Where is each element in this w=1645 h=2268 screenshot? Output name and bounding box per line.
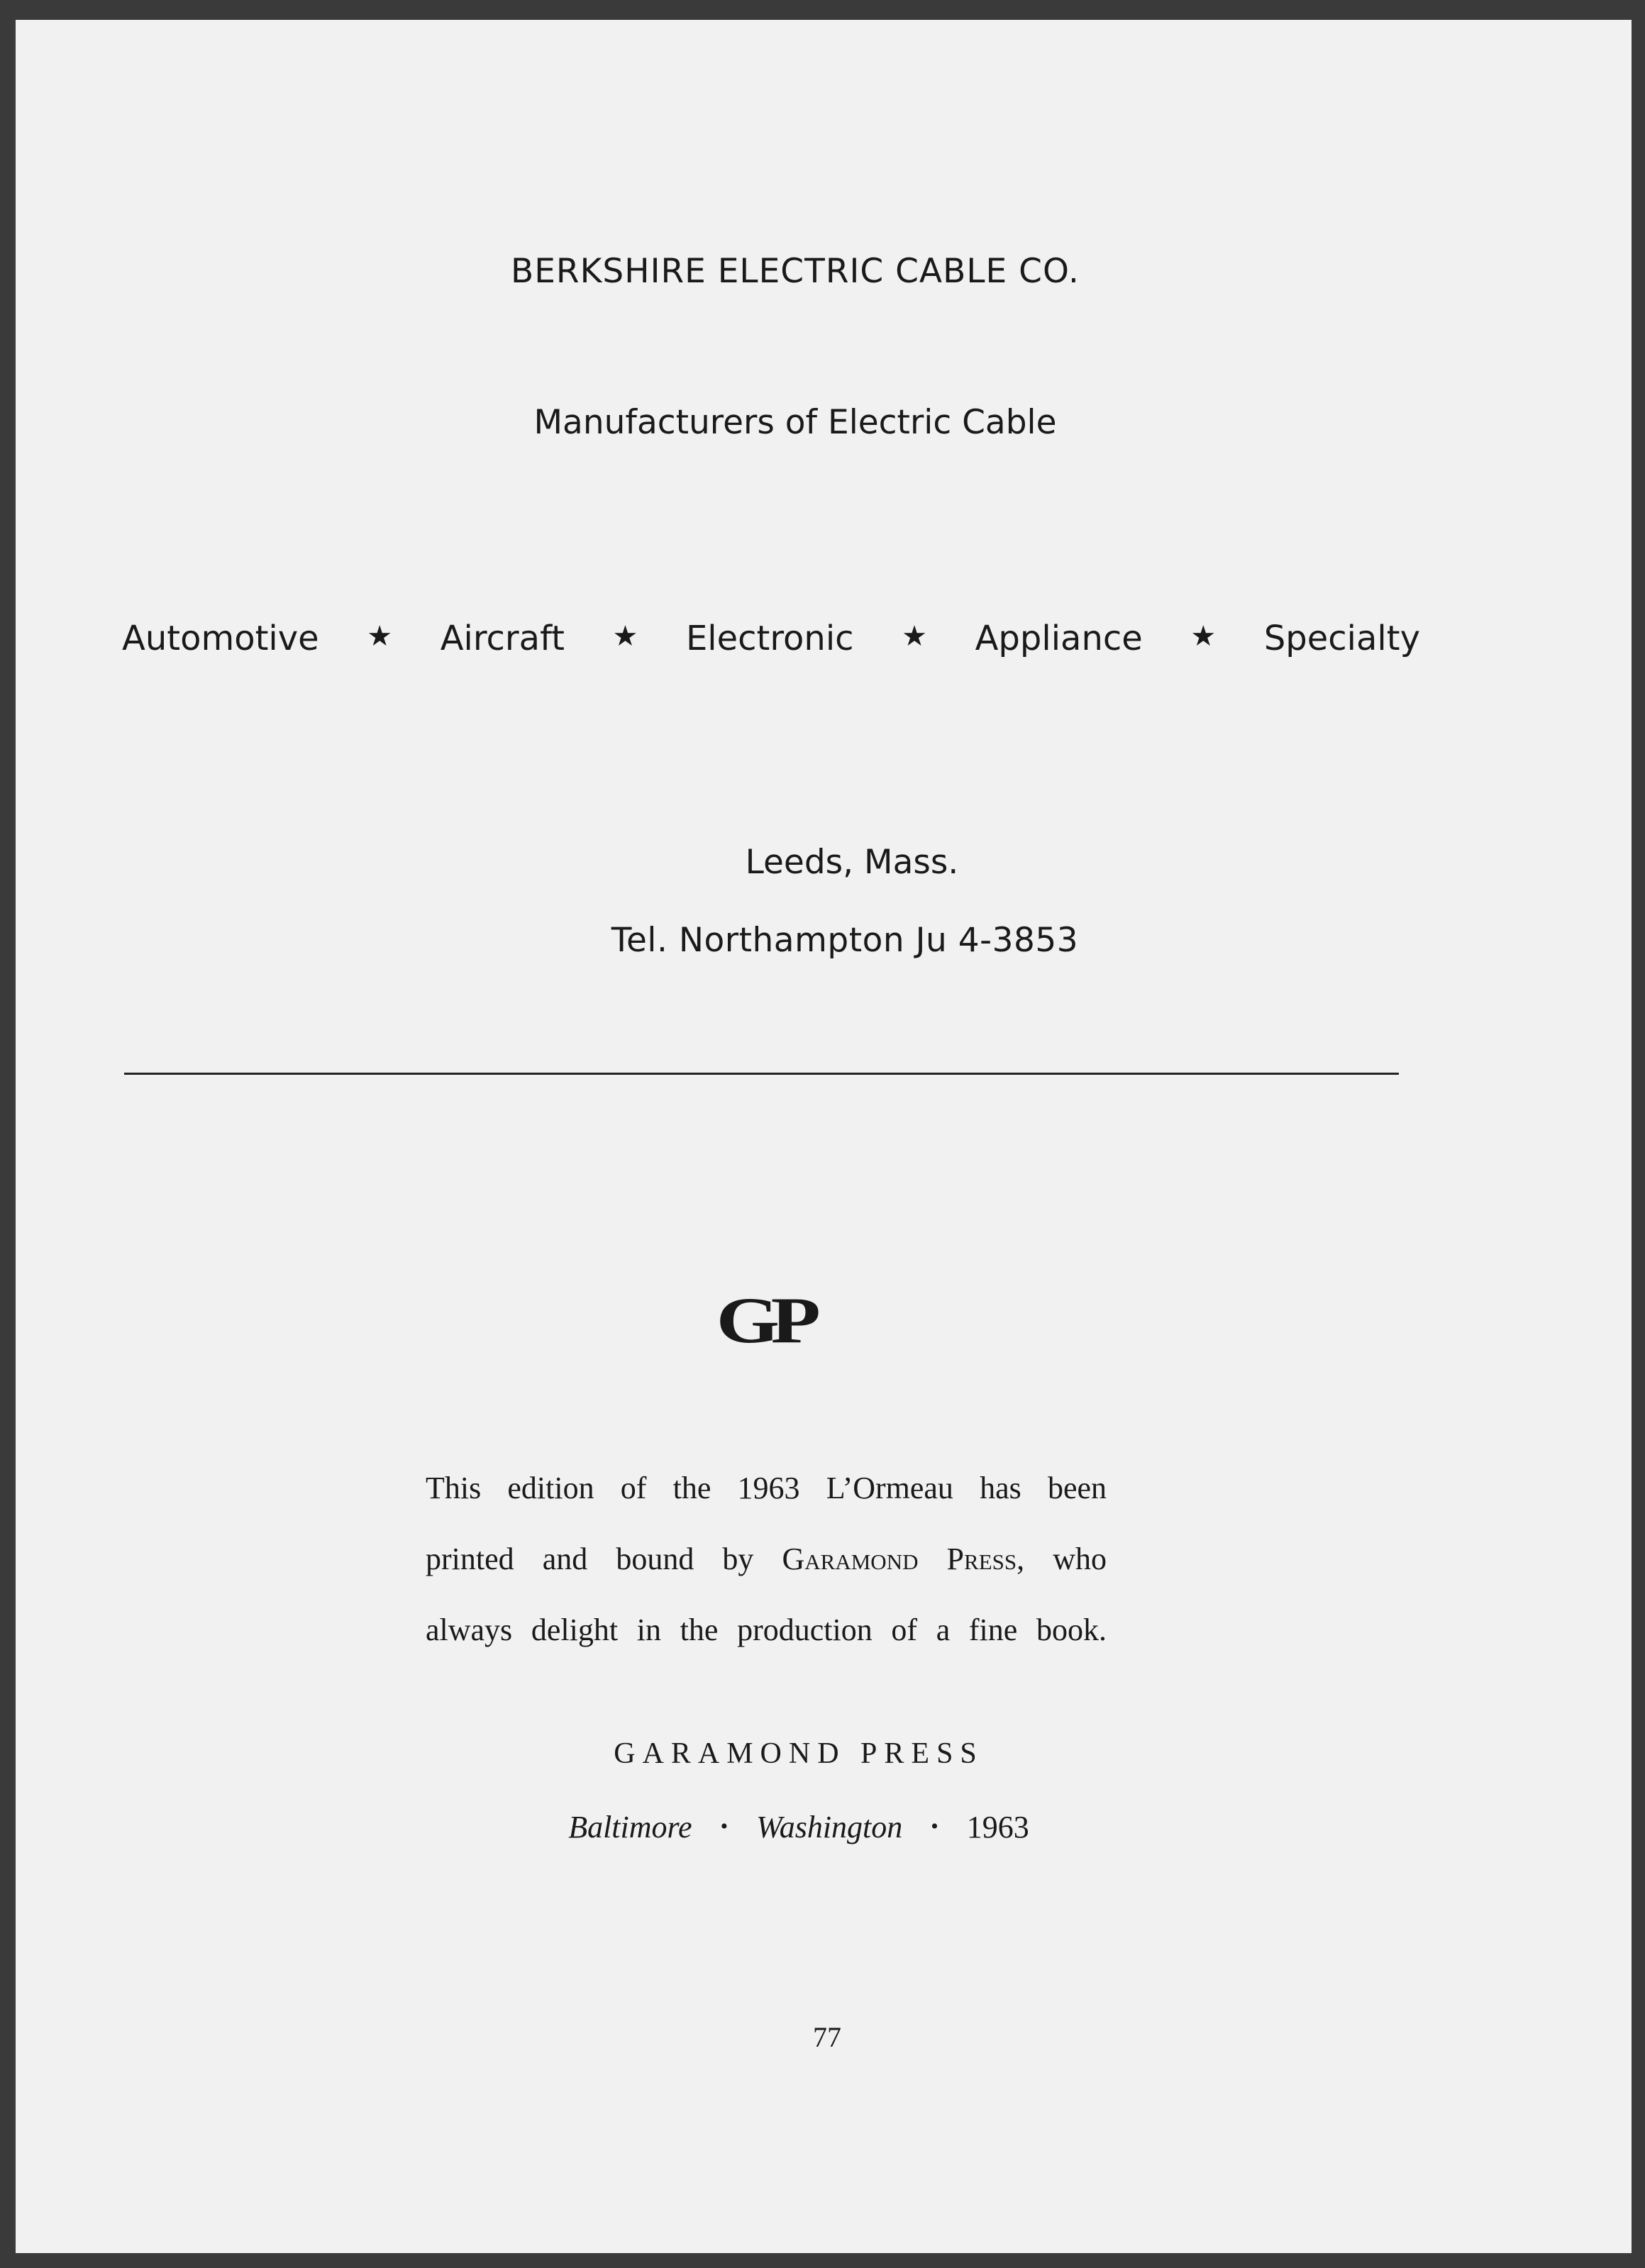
bullet-icon: • (720, 1815, 729, 1838)
city-washington: Washington (756, 1810, 903, 1844)
divider-rule (124, 1073, 1399, 1075)
star-icon: ★ (367, 620, 393, 653)
star-icon: ★ (902, 620, 928, 653)
product-list (122, 619, 1420, 658)
product-appliance: Appliance (975, 619, 1143, 658)
colophon-text (426, 1453, 1107, 1666)
company-tagline: Manufacturers of Electric Cable (533, 403, 1057, 442)
colophon-line-1: This edition of the 1963 L’Ormeau has been (426, 1471, 1107, 1505)
press-cities (16, 1809, 1632, 1845)
document-page (16, 20, 1632, 2253)
colophon-line-2: printed and bound by Garamond Press, who (426, 1542, 1107, 1576)
page-number: 77 (813, 2021, 841, 2053)
star-icon: ★ (1190, 620, 1217, 653)
product-aircraft: Aircraft (440, 619, 565, 658)
product-electronic: Electronic (685, 619, 854, 658)
bullet-icon: • (931, 1815, 938, 1838)
logo-text: GP (716, 1285, 812, 1356)
colophon-line-3: always delight in the production of a fine book. (426, 1613, 1107, 1647)
gp-logo (686, 1285, 842, 1356)
product-specialty: Specialty (1263, 619, 1420, 658)
product-automotive: Automotive (122, 619, 319, 658)
press-year: 1963 (966, 1810, 1029, 1844)
company-name: BERKSHIRE ELECTRIC CABLE CO. (510, 252, 1080, 291)
press-name-inline: Garamond Press (782, 1542, 1017, 1576)
star-icon: ★ (612, 620, 638, 653)
company-location: Leeds, Mass. (745, 843, 959, 882)
company-phone: Tel. Northampton Ju 4-3853 (611, 921, 1079, 960)
press-name: GARAMOND PRESS (614, 1737, 984, 1770)
city-baltimore: Baltimore (568, 1810, 692, 1844)
